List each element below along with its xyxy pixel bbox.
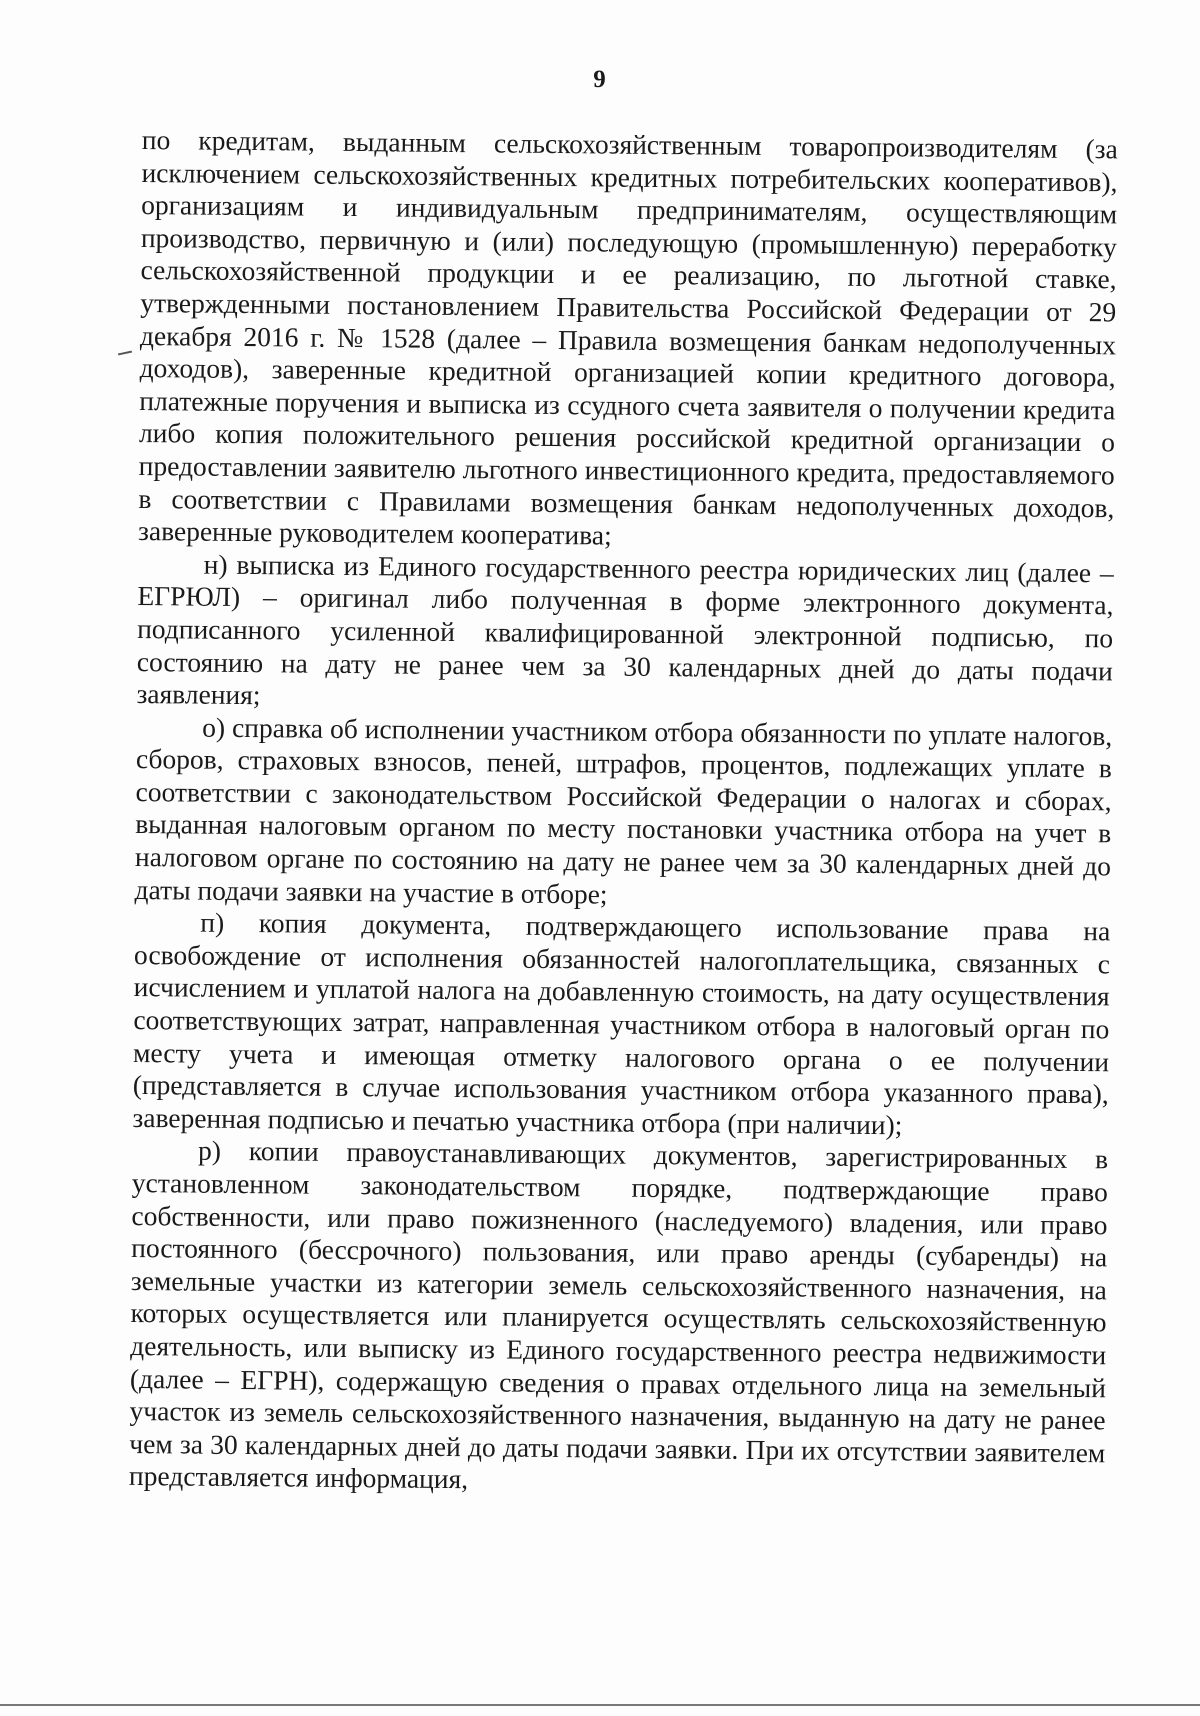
margin-pen-mark [118,351,132,356]
page-number: 9 [593,66,607,93]
paragraph-item-r: р) копии правоустанавливающих документов, зарегистрированных в установленном законодательством порядке, подтверждающие право собственности, или право пожизненного (наследуемого) владения, или право постоянного (бессрочного) пользования, или право аренды (субаренды) на земельные участки из категории земель сельскохозяйственного назначения, на которых осуществляется или планируется осуществлять сельскохозяйственную деятельность, или выписку из Единого государственного реестра недвижимости (далее – ЕГРН), содержащую сведения о правах отдельного лица на земельный участок из земель сельскохозяйственного назначения, выданную на дату не ранее чем за 30 календарных дней до даты подачи заявки. При их отсутствии заявителем представляется информация, [128,1134,1109,1495]
paragraph-item-p: п) копия документа, подтверждающего использование права на освобождение от исполнения обязанностей налогоплательщика, связанных с исчислением и уплатой налога на добавленную стоимость, на дату осуществления соответствующих затрат, направленная участником отбора в налоговый орган по месту учета и имеющая отметку налогового органа о ее получении (представляется в случае использования участником отбора указанного права), заверенная подписью и печатью участника отбора (при наличии); [132,906,1111,1141]
paragraph-item-o: о) справка об исполнении участником отбора обязанности по уплате налогов, сборов, страховых взносов, пеней, штрафов, процентов, подлежащих уплате в соответствии с законодательством Российской Федерации о налогах и сборах, выданная налоговым органом по месту постановки участника отбора на учет в налоговом органе по состоянию на дату не ранее чем за 30 календарных дней до даты подачи заявки на участие в отборе; [134,711,1113,910]
document-body [129,124,1118,1502]
scan-edge-line [0,1704,1200,1706]
paragraph-item-n: н) выписка из Единого государственного реестра юридических лиц (далее – ЕГРЮЛ) – оригинал либо полученная в форме электронного документа, подписанного усиленной квалифицированной электронной подписью, по состоянию на дату не ранее чем за 30 календарных дней до даты подачи заявления; [136,548,1114,711]
paragraph-intro: по кредитам, выданным сельскохозяйственным товаропроизводителям (за исключением сельскохозяйственных кредитных потребительских кооперативов), организациям и индивидуальным предпринимателям, осуществляющим производство, первичную и (или) последующую (промышленную) переработку сельскохозяйственной продукции и ее реализацию, по льготной ставке, утвержденными постановлением Правительства Российской Федерации от 29 декабря 2016 г. № 1528 (далее – Правила возмещения банкам недополученных доходов), заверенные кредитной организацией копии кредитного договора, платежные поручения и выписка из ссудного счета заявителя о получении кредита либо копия положительного решения российской кредитной организации о предоставлении заявителю льготного инвестиционного кредита, предоставляемого в соответствии с Правилами возмещения банкам недополученных доходов, заверенные руководителем кооператива; [137,124,1118,551]
